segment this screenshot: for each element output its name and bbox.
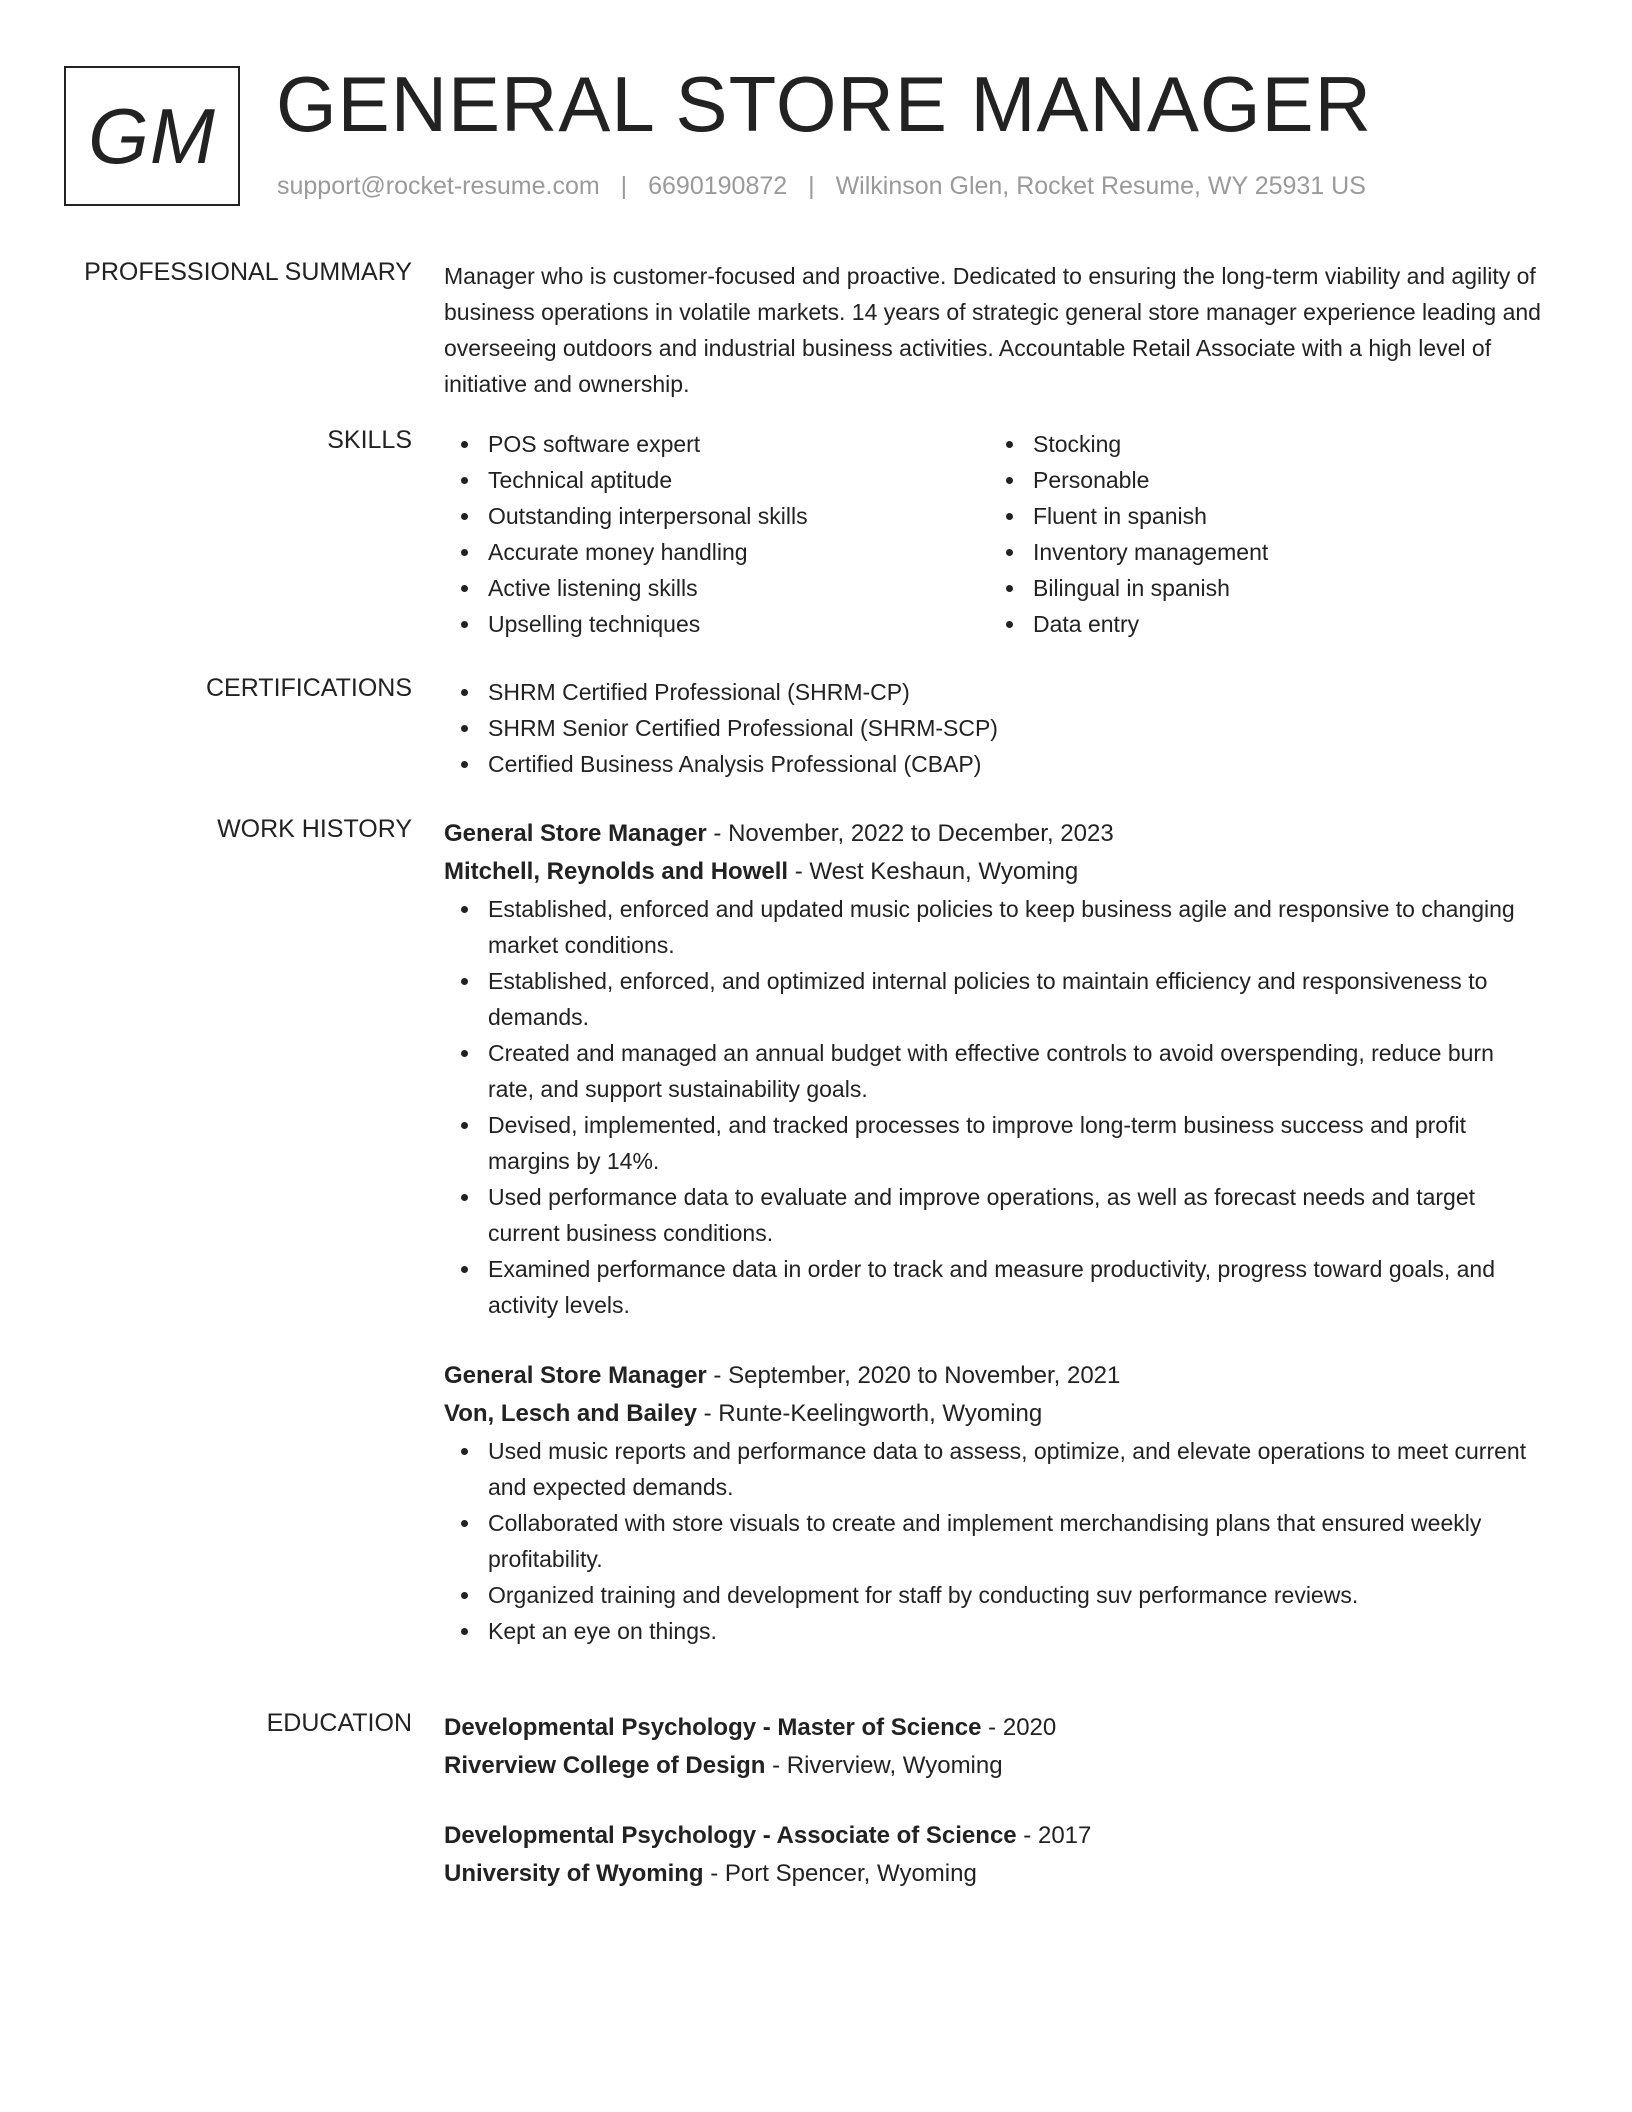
education-entry [444, 1709, 1544, 1785]
contact-phone[interactable]: 6690190872 [648, 172, 788, 200]
job-role: General Store Manager [444, 820, 707, 847]
job-bullet: Devised, implemented, and tracked processes to improve long-term business success and profit margins by 14%. [444, 1107, 1544, 1179]
skill-item: Stocking [989, 426, 1534, 462]
job-title-line [444, 1357, 1544, 1395]
education-degree-line [444, 1709, 1544, 1747]
education-school: University of Wyoming [444, 1860, 704, 1887]
job-location: - Runte-Keelingworth, Wyoming [696, 1400, 1043, 1427]
contact-separator: | [620, 172, 628, 200]
job-company: Von, Lesch and Bailey [444, 1400, 697, 1427]
skills-list-left [444, 426, 989, 642]
job-bullet: Used music reports and performance data to assess, optimize, and elevate operations to meet current and expected demands. [444, 1433, 1544, 1505]
work-history-heading: WORK HISTORY [217, 815, 412, 843]
page-title: GENERAL STORE MANAGER [276, 60, 1372, 148]
job-company: Mitchell, Reynolds and Howell [444, 858, 789, 885]
job-entry [444, 815, 1544, 1323]
job-bullet: Created and managed an annual budget with effective controls to avoid overspending, reduce burn rate, and support sustainability goals. [444, 1035, 1544, 1107]
work-history-body [444, 815, 1544, 1649]
summary-text: Manager who is customer-focused and proactive. Dedicated to ensuring the long-term viability and agility of business operations in volatile markets. 14 years of strategic general store manager experience leading and overseeing outdoors and industrial business activities. Accountable Retail Associate with a high level of initiative and ownership. [444, 263, 1541, 397]
job-role: General Store Manager [444, 1362, 707, 1389]
skill-item: Data entry [989, 606, 1534, 642]
job-company-line [444, 853, 1544, 891]
certification-item: Certified Business Analysis Professional (CBAP) [444, 746, 1544, 782]
contact-address: Wilkinson Glen, Rocket Resume, WY 25931 US [835, 172, 1366, 200]
job-bullet: Organized training and development for staff by conducting suv performance reviews. [444, 1577, 1544, 1613]
education-year: - 2020 [981, 1714, 1057, 1741]
skill-item: Upselling techniques [444, 606, 989, 642]
education-year: - 2017 [1016, 1822, 1092, 1849]
skill-item: Bilingual in spanish [989, 570, 1534, 606]
certification-item: SHRM Senior Certified Professional (SHRM-SCP) [444, 710, 1544, 746]
education-body [444, 1709, 1544, 1925]
job-dates: - November, 2022 to December, 2023 [706, 820, 1114, 847]
skill-item: Accurate money handling [444, 534, 989, 570]
education-degree: Developmental Psychology - Associate of Science [444, 1822, 1017, 1849]
skill-item: Active listening skills [444, 570, 989, 606]
job-bullets [444, 1433, 1544, 1649]
job-bullets [444, 891, 1544, 1323]
monogram-badge [64, 66, 240, 206]
skill-item: Fluent in spanish [989, 498, 1534, 534]
job-bullet: Examined performance data in order to track and measure productivity, progress toward goals, and activity levels. [444, 1251, 1544, 1323]
education-entry [444, 1817, 1544, 1893]
skill-item: Outstanding interpersonal skills [444, 498, 989, 534]
monogram-text: GM [88, 91, 216, 180]
job-company-line [444, 1395, 1544, 1433]
job-bullet: Used performance data to evaluate and improve operations, as well as forecast needs and target current business conditions. [444, 1179, 1544, 1251]
education-location: - Port Spencer, Wyoming [703, 1860, 977, 1887]
job-location: - West Keshaun, Wyoming [788, 858, 1079, 885]
certification-item: SHRM Certified Professional (SHRM-CP) [444, 674, 1544, 710]
job-bullet: Collaborated with store visuals to create and implement merchandising plans that ensured weekly profitability. [444, 1505, 1544, 1577]
skill-item: POS software expert [444, 426, 989, 462]
skills-heading: SKILLS [327, 426, 412, 454]
education-degree: Developmental Psychology - Master of Science [444, 1714, 982, 1741]
education-heading: EDUCATION [266, 1709, 412, 1737]
certifications-heading: CERTIFICATIONS [205, 674, 412, 702]
skills-list-right [989, 426, 1534, 642]
skill-item: Technical aptitude [444, 462, 989, 498]
education-location: - Riverview, Wyoming [765, 1752, 1003, 1779]
skill-item: Inventory management [989, 534, 1534, 570]
job-bullet: Established, enforced and updated music policies to keep business agile and responsive to changing market conditions. [444, 891, 1544, 963]
education-school: Riverview College of Design [444, 1752, 766, 1779]
skill-item: Personable [989, 462, 1534, 498]
contact-line [277, 172, 1366, 201]
contact-separator: | [808, 172, 815, 200]
job-title-line [444, 815, 1544, 853]
job-bullet: Established, enforced, and optimized internal policies to maintain efficiency and responsiveness to demands. [444, 963, 1544, 1035]
summary-heading: PROFESSIONAL SUMMARY [84, 258, 412, 286]
education-degree-line [444, 1817, 1544, 1855]
job-bullet: Kept an eye on things. [444, 1613, 1544, 1649]
job-dates: - September, 2020 to November, 2021 [706, 1362, 1121, 1389]
certifications-list [444, 674, 1544, 782]
job-entry [444, 1357, 1544, 1649]
certifications-body [444, 674, 1544, 782]
contact-email[interactable]: support@rocket-resume.com [277, 172, 600, 200]
education-school-line [444, 1855, 1544, 1893]
education-school-line [444, 1747, 1544, 1785]
skills-columns [444, 426, 1544, 642]
